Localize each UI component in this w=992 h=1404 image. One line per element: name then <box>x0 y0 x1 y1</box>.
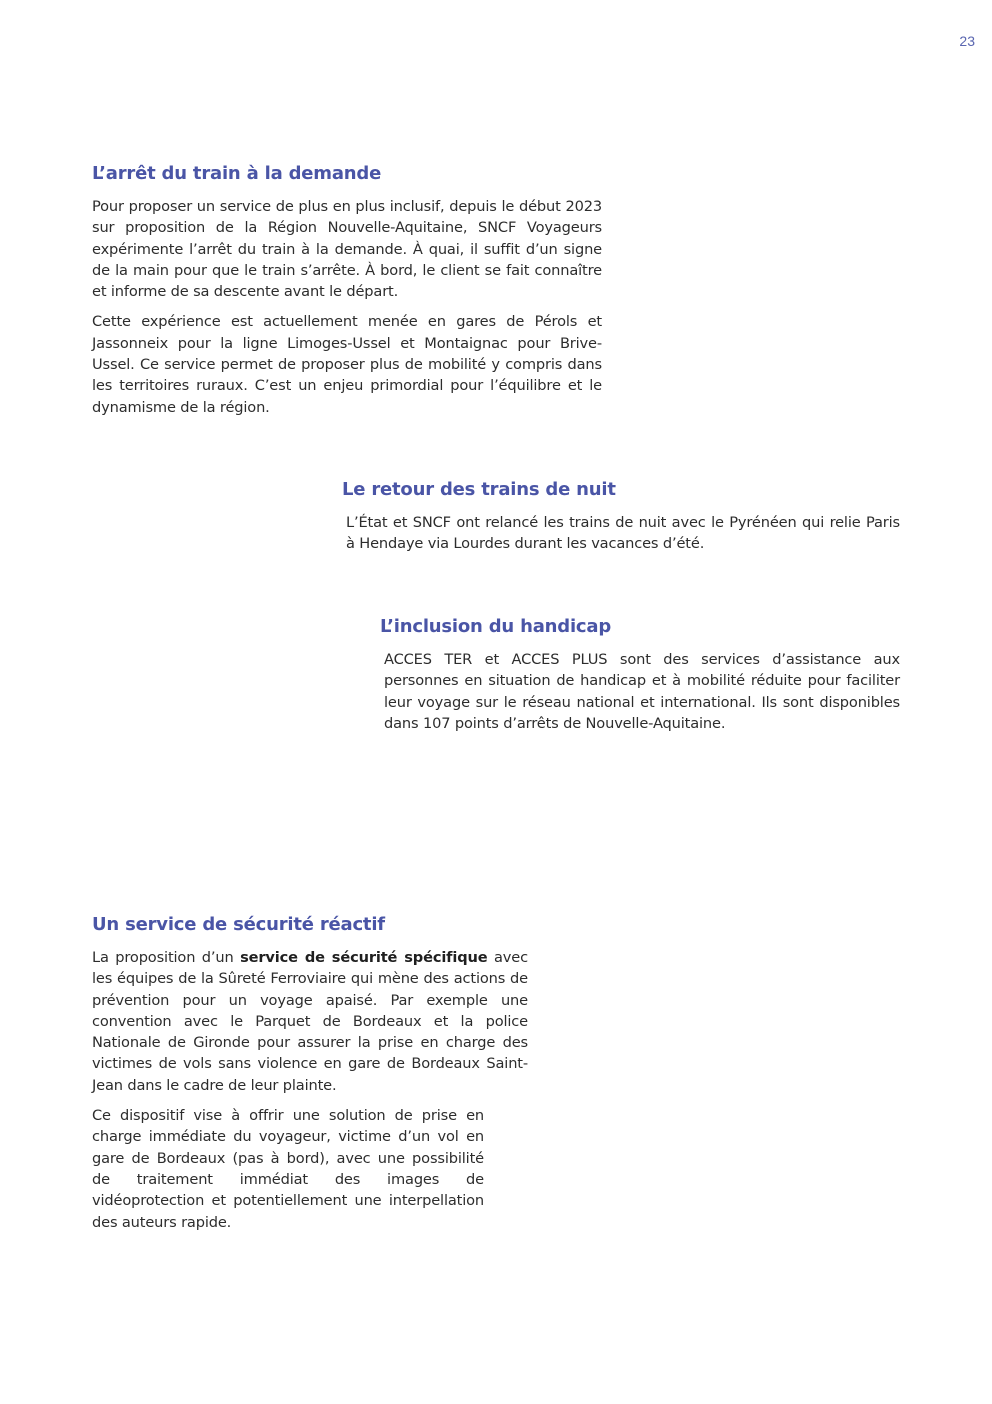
section-arret-train-demande <box>92 163 602 427</box>
paragraph: Pour proposer un service de plus en plus inclusif, depuis le début 2023 sur proposition de la Région Nouvelle-Aquitaine, SNCF Voyageurs expérimente l’arrêt du train à la demande. À quai, il suffit d’un signe de la main pour que le train s’arrête. À bord, le client se fait connaître et informe de sa descente avant le départ. <box>92 198 602 301</box>
section-title: L’arrêt du train à la demande <box>92 163 382 184</box>
section-service-securite <box>92 914 528 1242</box>
paragraph: Ce dispositif vise à offrir une solution de prise en charge immédiate du voyageur, victime d’un vol en gare de Bordeaux (pas à bord), avec une possibilité de traitement immédiat des images de vidéoprotection et potentiellement une interpellation des auteurs rapide. <box>92 1107 484 1231</box>
section-title: Un service de sécurité réactif <box>92 914 385 935</box>
section-title: Le retour des trains de nuit <box>342 479 616 500</box>
paragraph-text: La proposition d’un <box>92 949 241 966</box>
paragraph: L’État et SNCF ont relancé les trains de nuit avec le Pyrénéen qui relie Paris à Hendaye via Lourdes durant les vacances d’été. <box>346 514 900 553</box>
paragraph-text: avec les équipes de la Sûreté Ferroviaire qui mène des actions de prévention pour un voyage apaisé. Par exemple une convention avec le Parquet de Bordeaux et la police Nationale de Gironde pour assurer la prise en charge des victimes de vols sans violence en gare de Bordeaux Saint-Jean dans le cadre de leur plainte. <box>92 949 528 1094</box>
paragraph: Cette expérience est actuellement menée en gares de Pérols et Jassonneix pour la ligne Limoges-Ussel et Montaignac pour Brive-Ussel. Ce service permet de proposer plus de mobilité y compris dans les territoires ruraux. C’est un enjeu primordial pour l’équilibre et le dynamisme de la région. <box>92 313 602 416</box>
paragraph: ACCES TER et ACCES PLUS sont des services d’assistance aux personnes en situation de handicap et à mobilité réduite pour faciliter leur voyage sur le réseau national et international. Ils sont disponibles dans 107 points d’arrêts de Nouvelle-Aquitaine. <box>384 651 900 732</box>
section-trains-de-nuit <box>342 479 900 564</box>
section-title: L’inclusion du handicap <box>380 616 612 637</box>
section-inclusion-handicap <box>380 616 900 743</box>
paragraph <box>92 947 528 1096</box>
emphasis-text: service de sécurité spécifique <box>240 949 488 966</box>
page-number: 23 <box>959 33 975 49</box>
